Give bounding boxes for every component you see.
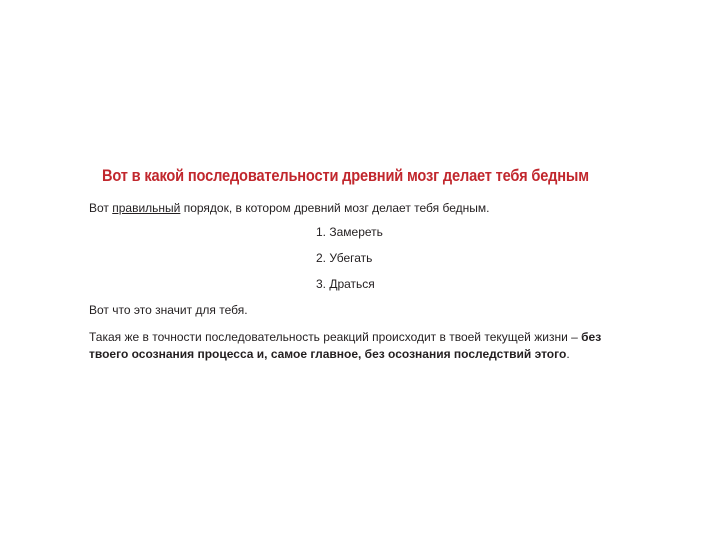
step-item-flee: 2. Убегать [316, 251, 373, 265]
meaning-paragraph: Вот что это значит для тебя. [89, 303, 248, 317]
result-paragraph [89, 329, 629, 363]
step-item-freeze: 1. Замереть [316, 225, 383, 239]
intro-prefix: Вот [89, 201, 113, 215]
intro-suffix: порядок, в котором древний мозг делает тебя бедным. [180, 201, 490, 215]
slide-title: Вот в какой последовательности древний мозг делает тебя бедным [102, 166, 589, 185]
intro-paragraph [89, 200, 489, 217]
step-item-fight: 3. Драться [316, 277, 375, 291]
intro-underlined-word: правильный [112, 201, 181, 215]
result-end-text: . [566, 347, 570, 361]
steps-list [316, 224, 383, 302]
result-bold-text: без твоего осознания процесса и, самое главное, без осознания последствий этого [89, 330, 602, 361]
result-normal-text: Такая же в точности последовательность реакций происходит в твоей текущей жизни – [89, 330, 582, 344]
